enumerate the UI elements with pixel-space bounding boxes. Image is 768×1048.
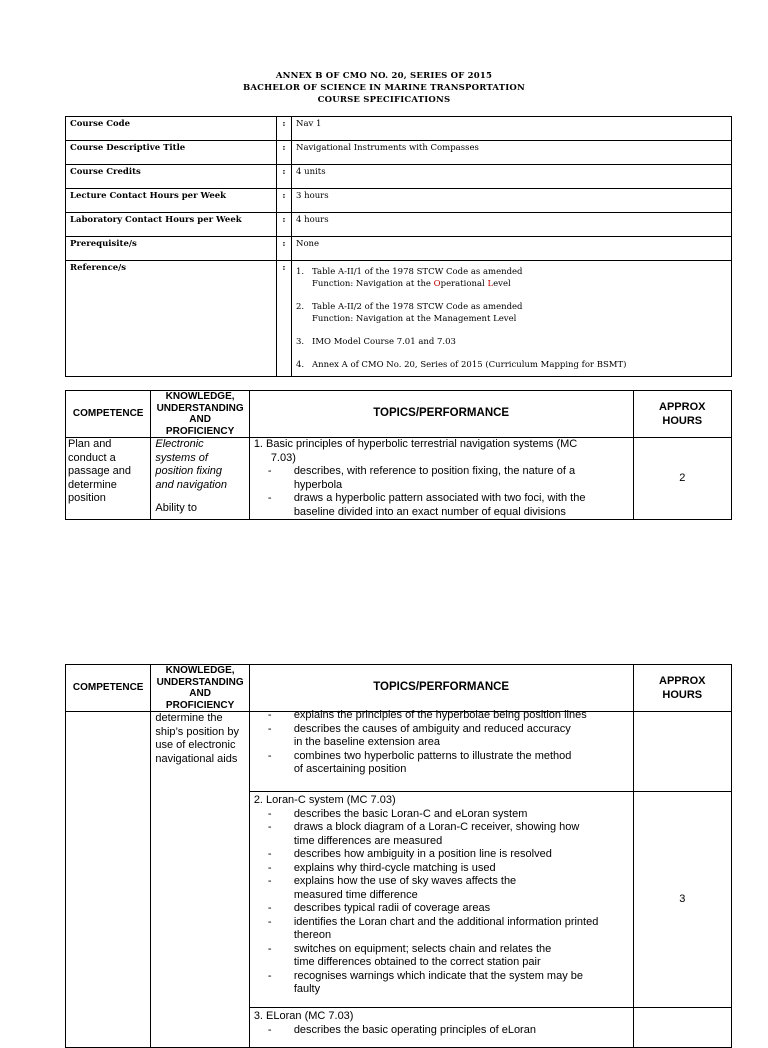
header-text: APPROX	[659, 401, 706, 413]
competence-table-1	[65, 390, 732, 520]
header-topics: TOPICS/PERFORMANCE	[249, 665, 633, 712]
item-line: explains the principles of the hyperbolae being position lines	[293, 709, 587, 721]
spec-row	[66, 141, 732, 165]
spec-colon: :	[277, 165, 292, 189]
reference-line: IMO Model Course 7.01 and 7.03	[312, 337, 456, 347]
topic-list	[254, 1024, 629, 1038]
spec-value: 4 hours	[292, 213, 732, 237]
spec-row	[66, 213, 732, 237]
header-competence: COMPETENCE	[66, 391, 151, 438]
spec-colon: :	[277, 261, 292, 377]
header-text: UNDERSTANDING	[156, 402, 244, 414]
spec-value: Nav 1	[292, 117, 732, 141]
list-item	[254, 848, 629, 862]
reference-item	[296, 336, 727, 348]
item-line: switches on equipment; selects chain and relates the	[293, 942, 552, 955]
dash: -	[267, 942, 272, 955]
dash: -	[267, 465, 272, 477]
spec-row-references	[66, 261, 732, 377]
table-header-row	[66, 391, 732, 438]
header-hours	[633, 391, 731, 438]
spec-label: Prerequisite/s	[66, 237, 277, 261]
competence-table-2	[65, 664, 732, 1048]
list-item	[254, 821, 629, 848]
topic-title: 1. Basic principles of hyperbolic terrestrial navigation systems (MC	[253, 438, 578, 450]
competence-line: passage and	[68, 465, 131, 477]
header-text: HOURS	[662, 689, 703, 701]
item-line: describes how ambiguity in a position line is resolved	[293, 848, 552, 860]
spec-colon: :	[277, 117, 292, 141]
competence-line: determine	[68, 478, 117, 491]
item-line: describes the basic Loran-C and eLoran system	[293, 807, 528, 820]
item-line: explains how the use of sky waves affects the	[293, 875, 517, 887]
topics-cell	[249, 792, 633, 1008]
header-knowledge	[151, 391, 249, 438]
item-line: describes the basic operating principles of eLoran	[293, 1023, 536, 1036]
list-item	[254, 916, 629, 943]
list-item	[254, 750, 629, 777]
item-line: measured time difference	[293, 888, 418, 901]
competence-line: conduct a	[68, 451, 116, 464]
item-line: draws a block diagram of a Loran-C receiver, showing how	[293, 821, 580, 833]
knowledge-line: determine the	[155, 712, 223, 724]
header-text: KNOWLEDGE,	[165, 665, 235, 676]
item-line: describes, with reference to position fixing, the nature of a	[293, 465, 576, 477]
item-line: baseline divided into an exact number of equal divisions	[293, 505, 566, 518]
header-text: KNOWLEDGE,	[165, 391, 235, 402]
reference-line-part: evel	[493, 279, 511, 289]
dash: -	[267, 821, 272, 833]
knowledge-cell	[151, 712, 249, 1048]
dash: -	[267, 1023, 272, 1036]
header-text: AND	[189, 688, 211, 699]
header-text: PROFICIENCY	[165, 699, 235, 711]
knowledge-line: systems of	[155, 451, 208, 464]
reference-line: Table A-II/2 of the 1978 STCW Code as amended	[312, 302, 523, 312]
dash: -	[267, 749, 272, 762]
header-knowledge	[151, 665, 249, 712]
spec-label: Course Code	[66, 117, 277, 141]
list-item	[254, 943, 629, 970]
doc-header-program: BACHELOR OF SCIENCE IN MARINE TRANSPORTATION	[242, 83, 525, 93]
reference-line: Annex A of CMO No. 20, Series of 2015 (Curriculum Mapping for BSMT)	[312, 360, 627, 370]
item-line: combines two hyperbolic patterns to illustrate the method	[293, 749, 572, 762]
hours-cell	[633, 712, 731, 792]
knowledge-line: use of electronic	[155, 739, 236, 751]
knowledge-line: Electronic	[155, 438, 204, 450]
reference-number: 3.	[296, 337, 305, 347]
item-line: identifies the Loran chart and the additional information printed	[293, 915, 599, 928]
item-line: time differences are measured	[293, 834, 443, 847]
doc-header-title: COURSE SPECIFICATIONS	[317, 95, 451, 105]
reference-highlight: L	[487, 279, 494, 289]
dash: -	[267, 969, 272, 982]
spec-label: Lecture Contact Hours per Week	[66, 189, 277, 213]
hours-cell	[633, 1008, 731, 1048]
item-line: describes typical radii of coverage areas	[293, 902, 491, 914]
topics-cell	[249, 438, 633, 520]
topic-list	[254, 465, 629, 519]
item-line: faulty	[293, 983, 321, 995]
hours-cell: 3	[633, 792, 731, 1008]
item-line: draws a hyperbolic pattern associated with two foci, with the	[293, 492, 586, 504]
header-text: HOURS	[662, 415, 703, 427]
topics-cell	[249, 709, 633, 792]
spec-colon: :	[277, 141, 292, 165]
topic-title: 3. ELoran (MC 7.03)	[253, 1010, 354, 1022]
competence-cell	[66, 712, 151, 1048]
spec-row	[66, 165, 732, 189]
list-item	[254, 808, 629, 822]
spec-row	[66, 189, 732, 213]
reference-text	[312, 301, 523, 325]
list-item	[254, 902, 629, 916]
topic-title: 2. Loran-C system (MC 7.03)	[253, 794, 396, 806]
table-row	[66, 712, 732, 792]
spec-row	[66, 237, 732, 261]
dash: -	[267, 722, 272, 735]
item-line: time differences obtained to the correct station pair	[293, 956, 541, 968]
reference-line: Function: Navigation at the Management Level	[312, 314, 517, 324]
header-hours	[633, 665, 731, 712]
reference-item	[296, 301, 727, 325]
spec-colon: :	[277, 213, 292, 237]
spec-value: Navigational Instruments with Compasses	[292, 141, 732, 165]
competence-line: Plan and	[68, 438, 112, 450]
topic-list	[254, 808, 629, 997]
course-spec-table	[65, 116, 732, 377]
knowledge-cell	[151, 438, 249, 520]
spec-label: Course Credits	[66, 165, 277, 189]
header-text: PROFICIENCY	[165, 425, 235, 437]
doc-header-annex: ANNEX B OF CMO NO. 20, SERIES OF 2015	[275, 71, 493, 81]
knowledge-line: navigational aids	[155, 752, 238, 765]
item-line: thereon	[293, 929, 332, 941]
spec-label: Laboratory Contact Hours per Week	[66, 213, 277, 237]
header-text: AND	[189, 414, 211, 425]
references-list	[296, 266, 727, 371]
references-cell	[292, 261, 732, 377]
topics-cell	[249, 1008, 633, 1048]
list-item	[254, 1024, 629, 1038]
hours-cell: 2	[633, 438, 731, 520]
knowledge-line: Ability to	[155, 502, 197, 514]
item-line: hyperbola	[293, 478, 343, 491]
item-line: describes the causes of ambiguity and reduced accuracy	[293, 722, 571, 735]
list-item	[254, 862, 629, 876]
reference-number: 1.	[296, 267, 305, 277]
item-line: recognises warnings which indicate that the system may be	[293, 969, 584, 982]
dash: -	[267, 848, 272, 860]
topic-list	[254, 709, 629, 777]
header-text: APPROX	[659, 675, 706, 687]
knowledge-line: ship’s position by	[155, 725, 239, 738]
competence-cell	[66, 438, 151, 520]
table-row	[66, 438, 732, 520]
spec-label: Reference/s	[66, 261, 277, 377]
spec-row	[66, 117, 732, 141]
knowledge-line: position fixing	[155, 465, 223, 477]
spec-colon: :	[277, 189, 292, 213]
list-item	[254, 875, 629, 902]
reference-line: Table A-II/1 of the 1978 STCW Code as amended	[312, 267, 523, 277]
header-competence: COMPETENCE	[66, 665, 151, 712]
list-item	[254, 723, 629, 750]
list-item	[254, 709, 629, 723]
knowledge-line: and navigation	[155, 478, 227, 491]
reference-item	[296, 266, 727, 290]
spec-value: None	[292, 237, 732, 261]
list-item	[254, 465, 629, 492]
spec-label: Course Descriptive Title	[66, 141, 277, 165]
spec-colon: :	[277, 237, 292, 261]
reference-number: 4.	[296, 360, 305, 370]
header-topics: TOPICS/PERFORMANCE	[249, 391, 633, 438]
spec-value: 4 units	[292, 165, 732, 189]
dash: -	[267, 492, 272, 504]
dash: -	[267, 875, 272, 887]
dash: -	[267, 902, 272, 914]
reference-item	[296, 359, 727, 371]
header-text: UNDERSTANDING	[156, 676, 244, 688]
dash: -	[267, 807, 272, 820]
item-line: in the baseline extension area	[293, 736, 440, 748]
item-line: of ascertaining position	[293, 763, 407, 775]
reference-line-part: perational	[440, 279, 488, 289]
reference-highlight: O	[433, 279, 441, 289]
dash: -	[267, 915, 272, 928]
reference-number: 2.	[296, 302, 305, 312]
topic-title: 7.03)	[270, 451, 296, 464]
reference-line-part: Function: Navigation at the	[312, 279, 434, 289]
list-item	[254, 970, 629, 997]
table-header-row	[66, 665, 732, 712]
list-item	[254, 492, 629, 519]
dash: -	[267, 861, 272, 874]
competence-line: position	[68, 492, 106, 504]
spec-value: 3 hours	[292, 189, 732, 213]
dash: -	[267, 709, 272, 721]
item-line: explains why third-cycle matching is used	[293, 861, 496, 874]
reference-text	[312, 266, 523, 290]
